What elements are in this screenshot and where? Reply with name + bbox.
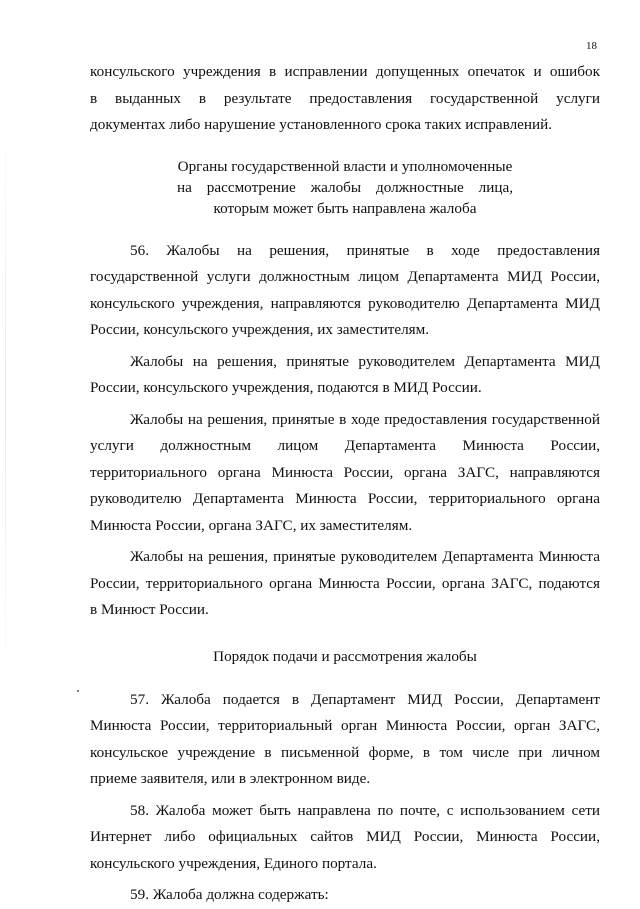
paragraph-56-mid-head: [90, 349, 600, 402]
text-line: Жалобы на решения, принятые в ходе предоставления государственной: [130, 410, 600, 428]
text-line: консульского учреждения в исправлении допущенных опечаток и ошибок: [90, 63, 600, 80]
text-line: России, территориального органа Минюста России, органа ЗАГС, подаются: [90, 574, 600, 592]
text-line: консульского учреждения, направляются руководителю Департамента МИД: [90, 294, 600, 312]
text-line: 56. Жалобы на решения, принятые в ходе предоставления: [130, 241, 600, 259]
text-line: Минюста России, территориальный орган Минюста России, орган ЗАГС,: [90, 717, 600, 734]
heading-line: которым может быть направлена жалоба: [213, 199, 477, 217]
text-line: услуги должностным лицом Департамента Минюста России,: [90, 437, 600, 454]
text-line: России, консульского учреждения, их заместителям.: [90, 321, 430, 338]
scan-speck: [77, 690, 79, 692]
paragraph-56: [90, 238, 600, 344]
text-line: документах либо нарушение установленного срока таких исправлений.: [90, 116, 553, 133]
text-line: России, консульского учреждения, подаются в МИД России.: [90, 379, 482, 396]
paragraph-58: [90, 798, 600, 878]
text-line: Минюста России, органа ЗАГС, их заместителям.: [90, 516, 413, 534]
document-body: [90, 59, 600, 909]
section-heading-procedure: Порядок подачи и рассмотрения жалобы: [213, 647, 477, 665]
text-line: территориального органа Минюста России, органа ЗАГС, направляются: [90, 463, 600, 481]
page-number: 18: [586, 40, 597, 52]
paragraph-57: [90, 687, 600, 793]
text-line: 59. Жалоба должна содержать:: [130, 886, 329, 903]
heading-line: на рассмотрение жалобы должностные лица,: [177, 178, 513, 196]
text-line: Интернет либо официальных сайтов МИД России, Минюста России,: [90, 828, 600, 845]
text-line: консульское учреждение в письменной форме, в том числе при личном: [90, 743, 600, 761]
text-line: Жалобы на решения, принятые руководителем Департамента Минюста: [130, 548, 600, 565]
text-line: 57. Жалоба подается в Департамент МИД России, Департамент: [130, 690, 600, 708]
section-heading-authorities: [177, 156, 513, 219]
text-line: приеме заявителя, или в электронном виде.: [90, 770, 371, 787]
text-line: 58. Жалоба может быть направлена по почте, с использованием сети: [130, 801, 600, 819]
intro-paragraph: [90, 59, 600, 139]
text-line: в Минюст России.: [90, 601, 209, 618]
text-line: руководителю Департамента Минюста России, территориального органа: [90, 490, 600, 507]
scan-edge-shadow: [5, 100, 6, 700]
paragraph-56-minjust-officials: [90, 407, 600, 540]
text-line: консульского учреждения, Единого портала.: [90, 854, 377, 872]
text-line: Жалобы на решения, принятые руководителем Департамента МИД: [130, 352, 600, 370]
heading-line: Органы государственной власти и уполномоченные: [177, 157, 513, 175]
text-line: в выданных в результате предоставления государственной услуги: [90, 89, 600, 107]
paragraph-56-minjust-head: [90, 544, 600, 624]
text-line: государственной услуги должностным лицом Департамента МИД России,: [90, 268, 600, 285]
